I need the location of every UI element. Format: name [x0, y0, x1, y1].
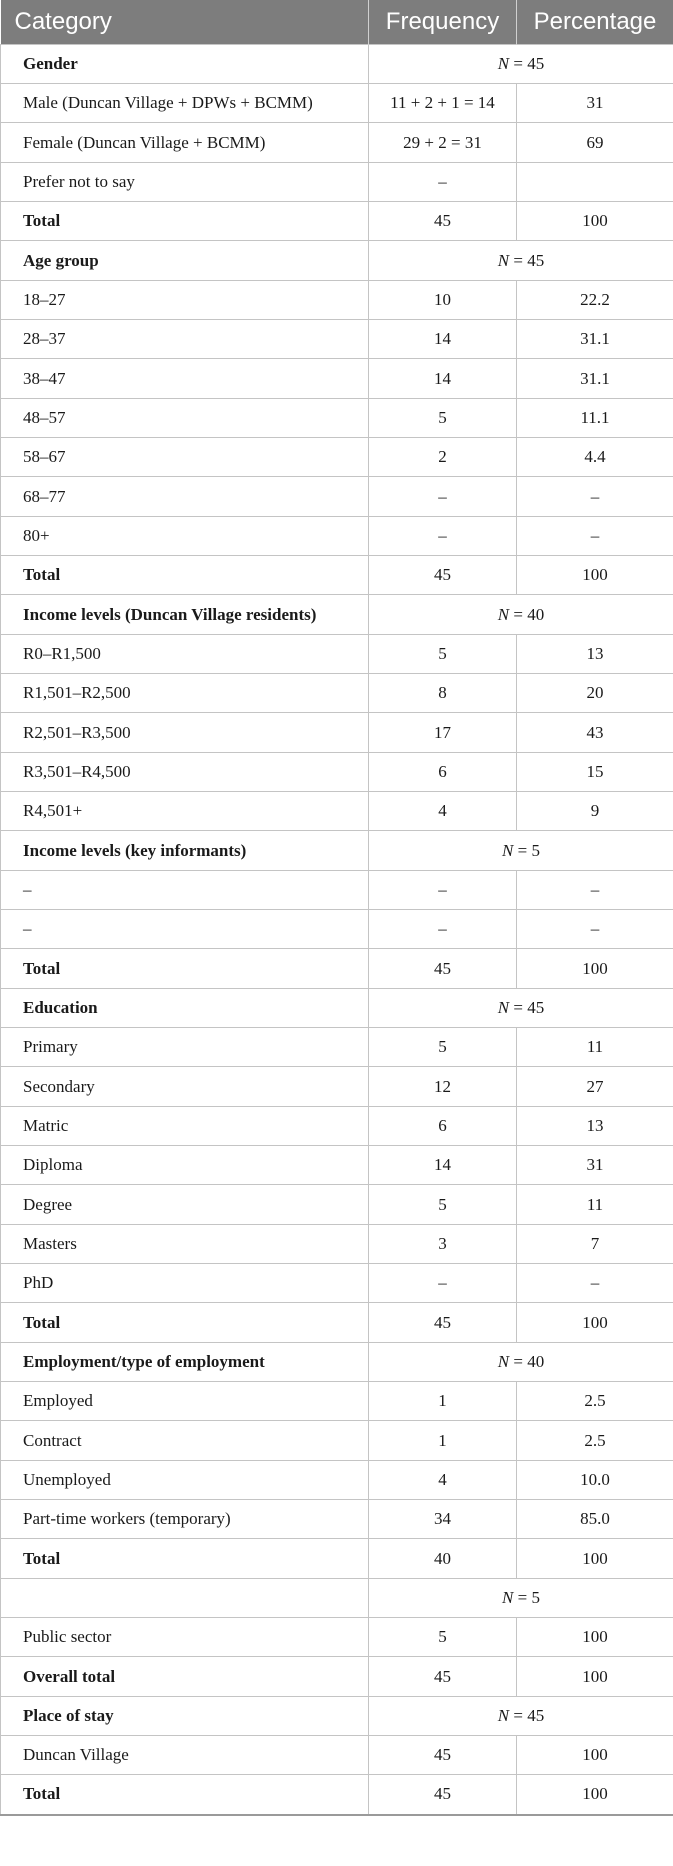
sample-size — [369, 595, 673, 635]
frequency-cell: 1 — [369, 1382, 517, 1421]
frequency-cell: 5 — [369, 1185, 517, 1225]
row-label: 58–67 — [1, 438, 369, 477]
sample-size-value: = 45 — [513, 1706, 545, 1725]
row-label: Primary — [1, 1028, 369, 1067]
percentage-cell: 100 — [517, 1657, 673, 1697]
n-symbol: N — [502, 840, 514, 860]
table-row — [1, 320, 673, 359]
table-row — [1, 1382, 673, 1421]
total-row — [1, 1539, 673, 1579]
frequency-cell: 45 — [369, 1303, 517, 1343]
row-label: Masters — [1, 1225, 369, 1264]
frequency-cell: 6 — [369, 753, 517, 792]
table-row — [1, 1461, 673, 1500]
table-row — [1, 635, 673, 674]
table-row — [1, 163, 673, 202]
percentage-cell: 100 — [517, 1539, 673, 1579]
row-label: Total — [1, 1303, 369, 1343]
percentage-cell: 22.2 — [517, 281, 673, 320]
section-row — [1, 1697, 673, 1736]
table-row — [1, 1146, 673, 1185]
percentage-cell: – — [517, 517, 673, 556]
table-row — [1, 517, 673, 556]
table-row — [1, 84, 673, 123]
section-row — [1, 241, 673, 281]
percentage-cell: 100 — [517, 1618, 673, 1657]
percentage-cell: – — [517, 477, 673, 517]
frequency-cell: 4 — [369, 792, 517, 831]
percentage-cell: 27 — [517, 1067, 673, 1107]
n-symbol: N — [497, 250, 510, 270]
section-row — [1, 989, 673, 1028]
frequency-cell: 45 — [369, 556, 517, 595]
percentage-cell: 100 — [517, 556, 673, 595]
table-row — [1, 1185, 673, 1225]
row-label: 80+ — [1, 517, 369, 556]
percentage-cell: 4.4 — [517, 438, 673, 477]
frequency-cell: 17 — [369, 713, 517, 753]
table-row — [1, 713, 673, 753]
n-symbol: N — [497, 604, 510, 624]
percentage-cell: 100 — [517, 1775, 673, 1815]
frequency-cell: – — [369, 910, 517, 949]
table-row — [1, 1618, 673, 1657]
frequency-cell: 14 — [369, 359, 517, 399]
table-row — [1, 1264, 673, 1303]
percentage-cell: 100 — [517, 949, 673, 989]
row-label: R3,501–R4,500 — [1, 753, 369, 792]
table-row — [1, 123, 673, 163]
frequency-cell: 14 — [369, 320, 517, 359]
row-label: Overall total — [1, 1657, 369, 1697]
section-label — [1, 1579, 369, 1618]
row-label: Total — [1, 1775, 369, 1815]
table-row — [1, 281, 673, 320]
table-row — [1, 871, 673, 910]
percentage-cell: 69 — [517, 123, 673, 163]
n-symbol: N — [497, 1352, 510, 1371]
section-label: Income levels (Duncan Village residents) — [1, 595, 369, 635]
percentage-cell: – — [517, 871, 673, 910]
frequency-cell: 5 — [369, 1028, 517, 1067]
frequency-cell: 34 — [369, 1500, 517, 1539]
percentage-cell: 100 — [517, 1303, 673, 1343]
sample-size-value: = 40 — [513, 604, 545, 624]
percentage-cell — [517, 163, 673, 202]
row-label: Total — [1, 1539, 369, 1579]
row-label: Employed — [1, 1382, 369, 1421]
frequency-cell: 45 — [369, 1775, 517, 1815]
row-label: Part-time workers (temporary) — [1, 1500, 369, 1539]
row-label: Matric — [1, 1107, 369, 1146]
row-label: Degree — [1, 1185, 369, 1225]
percentage-cell: 2.5 — [517, 1421, 673, 1461]
section-row — [1, 1579, 673, 1618]
row-label: Duncan Village — [1, 1736, 369, 1775]
row-label: PhD — [1, 1264, 369, 1303]
n-symbol: N — [502, 1588, 514, 1607]
percentage-cell: 13 — [517, 635, 673, 674]
sample-size — [369, 1343, 673, 1382]
row-label: – — [1, 910, 369, 949]
percentage-cell: 2.5 — [517, 1382, 673, 1421]
row-label: – — [1, 871, 369, 910]
frequency-cell: 4 — [369, 1461, 517, 1500]
frequency-cell: 6 — [369, 1107, 517, 1146]
percentage-cell: – — [517, 1264, 673, 1303]
section-row — [1, 831, 673, 871]
table-row — [1, 1225, 673, 1264]
table-row — [1, 1067, 673, 1107]
frequency-cell: 11 + 2 + 1 = 14 — [369, 84, 517, 123]
percentage-cell: 100 — [517, 202, 673, 241]
table-header — [1, 0, 673, 45]
frequency-cell: 45 — [369, 1736, 517, 1775]
row-label: R4,501+ — [1, 792, 369, 831]
row-label: Total — [1, 202, 369, 241]
row-label: Unemployed — [1, 1461, 369, 1500]
percentage-cell: 31.1 — [517, 359, 673, 399]
row-label: 48–57 — [1, 399, 369, 438]
n-symbol: N — [497, 54, 510, 73]
frequency-cell: 3 — [369, 1225, 517, 1264]
total-row — [1, 949, 673, 989]
sample-size-value: = 5 — [517, 1588, 540, 1607]
row-label: Female (Duncan Village + BCMM) — [1, 123, 369, 163]
table-row — [1, 438, 673, 477]
row-label: Diploma — [1, 1146, 369, 1185]
row-label: Secondary — [1, 1067, 369, 1107]
sample-size — [369, 989, 673, 1028]
header-percentage: Percentage — [517, 0, 673, 45]
table-row — [1, 399, 673, 438]
section-label: Age group — [1, 241, 369, 281]
section-label: Education — [1, 989, 369, 1028]
percentage-cell: 11 — [517, 1185, 673, 1225]
table-row — [1, 792, 673, 831]
row-label: R0–R1,500 — [1, 635, 369, 674]
row-label: 28–37 — [1, 320, 369, 359]
percentage-cell: 10.0 — [517, 1461, 673, 1500]
row-label: 38–47 — [1, 359, 369, 399]
sample-size-value: = 45 — [513, 54, 545, 73]
percentage-cell: 7 — [517, 1225, 673, 1264]
sample-size — [369, 1579, 673, 1618]
row-label: R2,501–R3,500 — [1, 713, 369, 753]
section-row — [1, 595, 673, 635]
frequency-cell: 45 — [369, 202, 517, 241]
frequency-cell: – — [369, 517, 517, 556]
row-label: Contract — [1, 1421, 369, 1461]
total-row — [1, 1657, 673, 1697]
sample-size — [369, 241, 673, 281]
frequency-cell: 29 + 2 = 31 — [369, 123, 517, 163]
header-frequency: Frequency — [369, 0, 517, 45]
section-row — [1, 1343, 673, 1382]
percentage-cell: 13 — [517, 1107, 673, 1146]
table-body — [1, 45, 673, 1815]
table-row — [1, 1736, 673, 1775]
frequency-cell: – — [369, 1264, 517, 1303]
section-row — [1, 45, 673, 84]
table-row — [1, 1107, 673, 1146]
frequency-cell: 40 — [369, 1539, 517, 1579]
frequency-cell: 5 — [369, 399, 517, 438]
row-label: Total — [1, 949, 369, 989]
table-row — [1, 359, 673, 399]
frequency-cell: 14 — [369, 1146, 517, 1185]
n-symbol: N — [497, 1706, 510, 1725]
section-label: Income levels (key informants) — [1, 831, 369, 871]
row-label: Prefer not to say — [1, 163, 369, 202]
total-row — [1, 1303, 673, 1343]
percentage-cell: 31.1 — [517, 320, 673, 359]
sample-size-value: = 45 — [513, 250, 545, 270]
percentage-cell: 100 — [517, 1736, 673, 1775]
total-row — [1, 556, 673, 595]
table-row — [1, 674, 673, 713]
sample-size-value: = 45 — [513, 998, 545, 1017]
section-label: Gender — [1, 45, 369, 84]
total-row — [1, 1775, 673, 1815]
sample-size — [369, 1697, 673, 1736]
section-label: Place of stay — [1, 1697, 369, 1736]
header-row — [1, 0, 673, 45]
percentage-cell: 15 — [517, 753, 673, 792]
section-label: Employment/type of employment — [1, 1343, 369, 1382]
row-label: R1,501–R2,500 — [1, 674, 369, 713]
header-category: Category — [1, 0, 369, 45]
percentage-cell: 43 — [517, 713, 673, 753]
frequency-cell: – — [369, 163, 517, 202]
percentage-cell: 31 — [517, 84, 673, 123]
row-label: Total — [1, 556, 369, 595]
percentage-cell: 85.0 — [517, 1500, 673, 1539]
row-label: Public sector — [1, 1618, 369, 1657]
row-label: 68–77 — [1, 477, 369, 517]
frequency-cell: – — [369, 871, 517, 910]
frequency-cell: – — [369, 477, 517, 517]
percentage-cell: 31 — [517, 1146, 673, 1185]
percentage-cell: 11 — [517, 1028, 673, 1067]
table-row — [1, 1028, 673, 1067]
table-row — [1, 910, 673, 949]
n-symbol: N — [497, 998, 510, 1017]
sample-size — [369, 45, 673, 84]
frequency-cell: 2 — [369, 438, 517, 477]
percentage-cell: 11.1 — [517, 399, 673, 438]
table-row — [1, 1421, 673, 1461]
frequency-cell: 1 — [369, 1421, 517, 1461]
row-label: 18–27 — [1, 281, 369, 320]
table-row — [1, 753, 673, 792]
total-row — [1, 202, 673, 241]
percentage-cell: – — [517, 910, 673, 949]
table-row — [1, 477, 673, 517]
frequency-cell: 45 — [369, 1657, 517, 1697]
sample-size-value: = 40 — [513, 1352, 545, 1371]
frequency-cell: 12 — [369, 1067, 517, 1107]
frequency-cell: 8 — [369, 674, 517, 713]
sample-size — [369, 831, 673, 871]
percentage-cell: 20 — [517, 674, 673, 713]
frequency-cell: 5 — [369, 635, 517, 674]
frequency-cell: 5 — [369, 1618, 517, 1657]
frequency-cell: 10 — [369, 281, 517, 320]
percentage-cell: 9 — [517, 792, 673, 831]
table-row — [1, 1500, 673, 1539]
sample-size-value: = 5 — [517, 840, 540, 860]
row-label: Male (Duncan Village + DPWs + BCMM) — [1, 84, 369, 123]
frequency-cell: 45 — [369, 949, 517, 989]
